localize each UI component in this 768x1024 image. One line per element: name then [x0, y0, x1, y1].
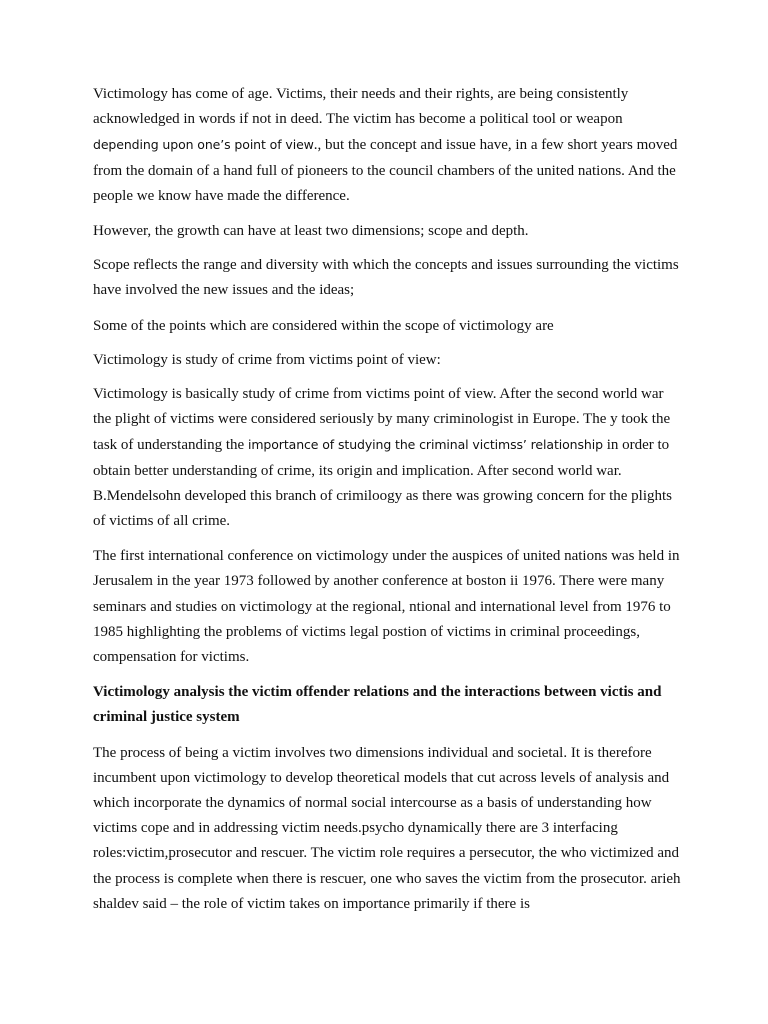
- paragraph-conference: The first international conference on victimology under the auspices of united nations was held in Jerusalem in the year 1973 followed by another conference at boston ii 1976. There were many seminars and studies on victimology at the regional, ntional and international level from 1976 to 1985 highlighting the problems of victims legal postion of victims in criminal proceedings, compensation for victims.: [93, 548, 680, 666]
- paragraph-scope: Scope reflects the range and diversity with which the concepts and issues surrounding the victims have involved the new issues and the ideas;: [93, 257, 679, 299]
- paragraph-process: The process of being a victim involves two dimensions individual and societal. It is therefore incumbent upon victimology to develop theoretical models that cut across levels of analysis and which incorporate the dynamics of normal social intercourse as a basis of understanding how victims cope and in addressing victim needs.psycho dynamically there are 3 interfacing roles:victim,prosecutor and rescuer. The victim role requires a persecutor, the who victimized and the process is complete when there is rescuer, one who saves the victim from the prosecutor. arieh shaldev said – the role of victim takes on importance primarily if there is: [93, 744, 681, 912]
- paragraph-study-body: Victimology is basically study of crime from victims point of view. After the second world war the plight of victims were considered seriously by many criminologist in Europe. The y took the task of understanding the importance of studying the criminal victimss’ relationship in order to obtain better understanding of crime, its origin and implication. After second world war. B.Mendelsohn developed this branch of crimiloogy as there was growing concern for the plights of victims of all crime.: [93, 386, 673, 530]
- document-page: [93, 82, 683, 927]
- section-heading: Victimology analysis the victim offender relations and the interactions between victis and criminal justice system: [93, 684, 662, 726]
- paragraph-growth: However, the growth can have at least two dimensions; scope and depth.: [93, 223, 529, 240]
- paragraph-points: Some of the points which are considered within the scope of victimology are: [93, 317, 554, 334]
- paragraph-study-heading: Victimology is study of crime from victims point of view:: [93, 351, 441, 368]
- paragraph-intro: Victimology has come of age. Victims, their needs and their rights, are being consistently acknowledged in words if not in deed. The victim has become a political tool or weapon depending upon one’s point of view., but the concept and issue have, in a few short years moved from the domain of a hand full of pioneers to the council chambers of the united nations. And the people we know have made the difference.: [93, 86, 678, 204]
